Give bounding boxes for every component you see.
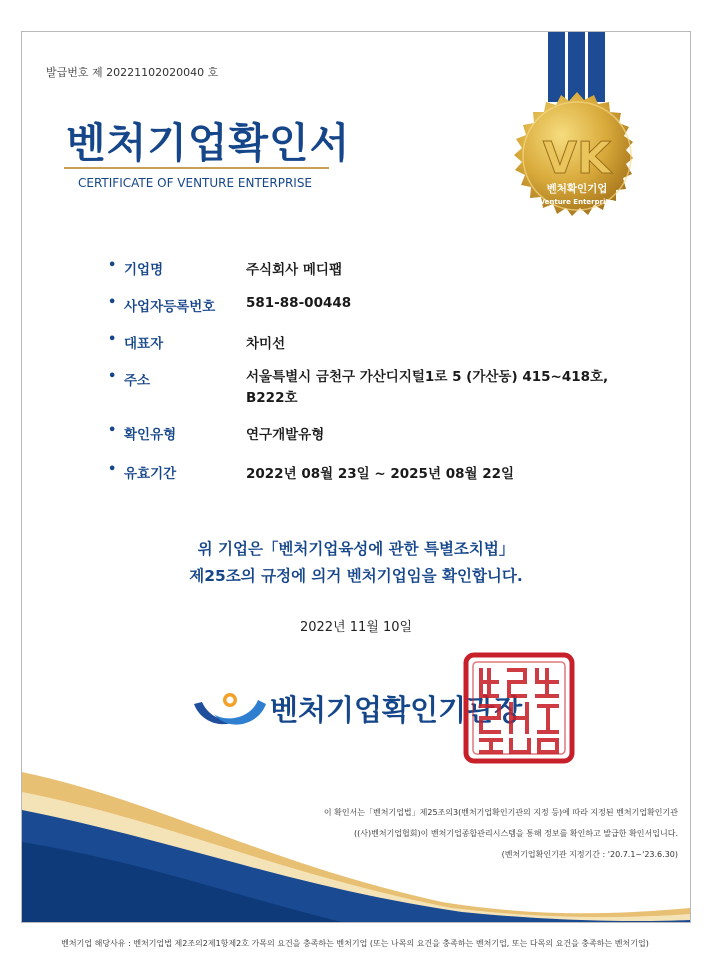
statement-line: 제25조의 규정에 의거 벤처기업임을 확인합니다. xyxy=(189,567,523,585)
title-divider xyxy=(64,167,329,169)
info-label: 대표자 xyxy=(124,336,164,352)
issue-number: 발급번호 제 20221102020040 호 xyxy=(46,66,219,79)
footnote-line: ((사)벤처기업협회)이 벤처기업종합관리시스템을 통해 정보를 확인하고 발급한 확인서입니다. xyxy=(354,829,678,838)
bullet-icon: • xyxy=(108,423,117,438)
footnotes xyxy=(324,802,678,865)
statement-line: 위 기업은「벤처기업육성에 관한 특별조치법」 xyxy=(197,540,515,558)
certification-statement xyxy=(22,536,690,590)
bullet-icon: • xyxy=(108,258,117,273)
info-value: 581-88-00448 xyxy=(246,295,352,311)
info-label: 확인유형 xyxy=(124,427,177,443)
footnote-line: (벤처기업확인기관 지정기간 : '20.7.1~'23.6.30) xyxy=(501,850,678,859)
bullet-icon: • xyxy=(108,369,117,384)
svg-text:VK: VK xyxy=(542,133,612,184)
svg-text:벤처확인기업: 벤처확인기업 xyxy=(546,183,608,195)
footnote-line: 이 확인서는「벤처기업법」제25조의3(벤처기업확인기관의 지정 등)에 따라 지정된 벤처기업확인기관 xyxy=(323,808,678,817)
issue-date: 2022년 11월 10일 xyxy=(299,620,413,635)
issuer-logo-icon xyxy=(192,690,268,730)
info-label: 유효기간 xyxy=(124,466,177,482)
info-label: 기업명 xyxy=(124,262,164,278)
issuer-name: 벤처기업확인기관장 xyxy=(270,693,523,727)
svg-text:Venture Enterprise: Venture Enterprise xyxy=(539,198,615,206)
bullet-icon: • xyxy=(108,295,117,310)
info-label: 사업자등록번호 xyxy=(124,299,216,315)
eligibility-note: 벤처기업 해당사유 : 벤처기업법 제2조의2제1항제2호 가목의 요건을 충족하는 벤처기업 (또는 나목의 요건을 충족하는 벤처기업, 또는 다목의 요건을 충족하는 벤처기업) xyxy=(61,939,649,948)
venture-seal-icon xyxy=(506,90,648,232)
info-value: 연구개발유형 xyxy=(246,427,325,443)
bullet-icon: • xyxy=(108,332,117,347)
title-korean: 벤처기업확인서 xyxy=(66,119,351,167)
info-value: 주식회사 메디팹 xyxy=(246,262,342,278)
info-value: 차미선 xyxy=(246,336,286,352)
info-value: 서울특별시 금천구 가산디지털1로 5 (가산동) 415~418호, B222호 xyxy=(246,369,609,406)
bullet-icon: • xyxy=(108,462,117,477)
info-label: 주소 xyxy=(124,373,151,389)
title-english: CERTIFICATE OF VENTURE ENTERPRISE xyxy=(78,176,313,190)
official-stamp-icon xyxy=(463,652,575,764)
info-value: 2022년 08월 23일 ~ 2025년 08월 22일 xyxy=(246,466,515,482)
certificate xyxy=(21,31,691,923)
